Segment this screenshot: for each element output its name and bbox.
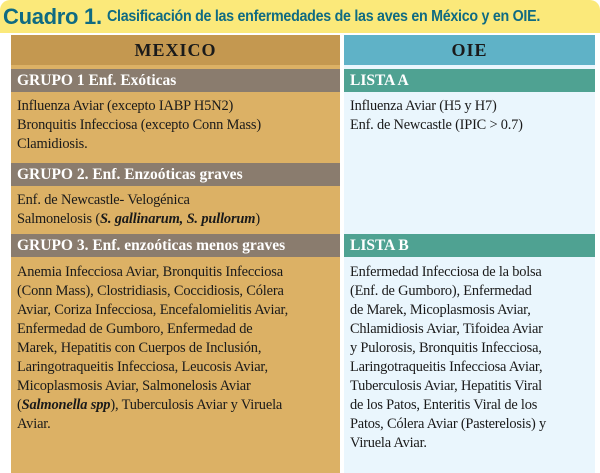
salmonella-prefix: (	[17, 397, 22, 413]
list-line: Enfermedad de Gumboro, Enfermedad de	[17, 321, 253, 337]
group-3-heading: GRUPO 3. Enf. enzoóticas menos graves	[11, 234, 340, 257]
group-1-heading: GRUPO 1 Enf. Exóticas	[11, 69, 340, 92]
lista-b-list	[350, 263, 591, 453]
table-caption	[0, 0, 600, 33]
caption-number: Cuadro 1.	[3, 3, 102, 29]
list-line: Tuberculosis Aviar, Hepatitis Viral	[350, 378, 542, 394]
lista-b-heading: LISTA B	[344, 234, 595, 257]
species-gallinarum: S. gallinarum,	[100, 211, 184, 227]
list-line-salmonella	[17, 396, 336, 415]
list-line: y Pulorosis, Bronquitis Infecciosa,	[350, 340, 542, 356]
oie-header: OIE	[344, 35, 595, 65]
list-line: Aviar, Coriza Infecciosa, Encefalomielitis Aviar,	[17, 302, 289, 318]
list-item: Enf. de Newcastle (IPIC > 0.7)	[350, 117, 523, 133]
species-salmonella-spp: Salmonella spp	[21, 397, 111, 413]
list-line: Laringotraqueitis Infecciosa Aviar,	[350, 359, 543, 375]
list-line: Chlamidiosis Aviar, Tifoidea Aviar	[350, 321, 543, 337]
list-item-salmonelosis	[17, 210, 336, 229]
group-1-list	[17, 97, 336, 154]
oie-column	[344, 35, 595, 473]
list-line: (Conn Mass), Clostridiasis, Coccidiosis, Cólera	[17, 283, 284, 299]
list-item: Influenza Aviar (H5 y H7)	[350, 98, 497, 114]
salmonella-suffix: ), Tuberculosis Aviar y Viruela	[110, 397, 283, 413]
lista-a-list	[350, 97, 591, 135]
list-line: Marek, Hepatitis con Cuerpos de Inclusión,	[17, 340, 262, 356]
list-line: (Enf. de Gumboro), Enfermedad	[350, 283, 532, 299]
list-line: Micoplasmosis Aviar, Salmonelosis Aviar	[17, 378, 251, 394]
group-3-list	[17, 263, 336, 434]
list-line: Enfermedad Infecciosa de la bolsa	[350, 264, 542, 280]
group-2-list	[17, 191, 336, 229]
species-pullorum: S. pullorum	[186, 211, 256, 227]
list-item: Clamidiosis.	[17, 136, 88, 152]
list-line: Anemia Infecciosa Aviar, Bronquitis Infecciosa	[17, 264, 283, 280]
lista-a-heading: LISTA A	[344, 69, 595, 92]
mexico-column	[11, 35, 340, 473]
caption-text: Clasificación de las enfermedades de las aves en México y en OIE.	[106, 7, 540, 25]
list-item: Influenza Aviar (excepto IABP H5N2)	[17, 98, 234, 114]
list-line: de los Patos, Enteritis Viral de los	[350, 397, 538, 413]
list-line: Aviar.	[17, 416, 51, 432]
list-item: Bronquitis Infecciosa (excepto Conn Mass)	[17, 117, 262, 133]
salmonelosis-prefix: Salmonelosis (	[17, 211, 101, 227]
list-line: de Marek, Micoplasmosis Aviar,	[350, 302, 531, 318]
mexico-header: MEXICO	[11, 35, 340, 65]
list-line: Laringotraqueitis Infecciosa, Leucosis Aviar,	[17, 359, 268, 375]
group-2-heading: GRUPO 2. Enf. Enzoóticas graves	[11, 163, 340, 186]
list-line: Patos, Cólera Aviar (Pasterelosis) y	[350, 416, 546, 432]
list-line: Viruela Aviar.	[350, 435, 427, 451]
salmonelosis-suffix: )	[255, 211, 260, 227]
list-item: Enf. de Newcastle- Velogénica	[17, 192, 190, 208]
